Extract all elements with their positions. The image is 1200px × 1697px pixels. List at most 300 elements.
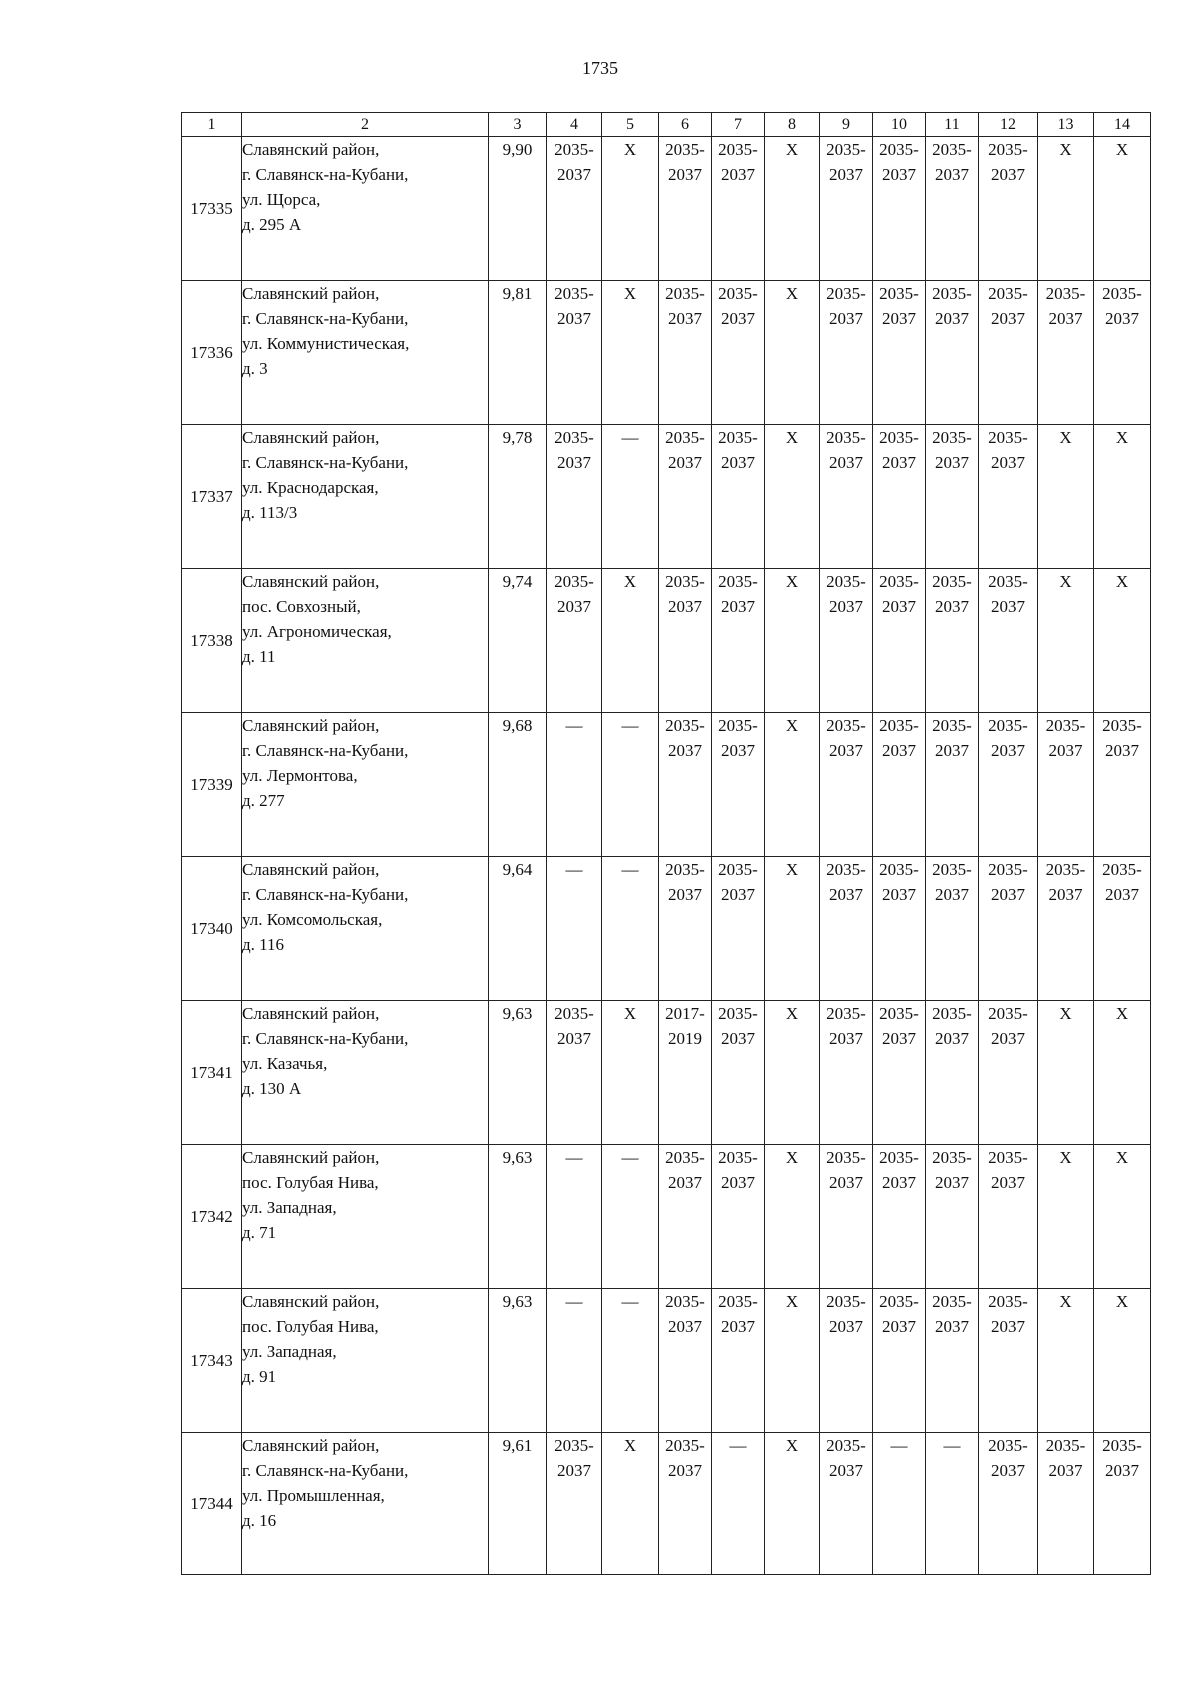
term-cell-col-9 [820,1001,873,1145]
term-text: 2037 [935,453,969,472]
term-text: 2035- [665,716,705,735]
term-text: 2037 [668,1317,702,1336]
column-header-13: 13 [1038,113,1094,137]
term-text: 2035- [665,140,705,159]
term-text: 2037 [882,1173,916,1192]
address-cell [242,425,489,569]
term-text: 2037 [668,885,702,904]
term-cell-col-5 [602,1289,659,1433]
term-text: 2035- [879,140,919,159]
term-cell-col-8 [765,1001,820,1145]
term-text: Х [1059,428,1072,447]
term-cell-col-8 [765,425,820,569]
term-text: Х [785,860,799,879]
address-line: г. Славянск-на-Кубани, [242,885,409,904]
term-text: 2035- [932,284,972,303]
term-cell-col-11 [926,1001,979,1145]
term-cell-col-6 [659,713,712,857]
term-text: 2035- [826,140,866,159]
address-line: г. Славянск-на-Кубани, [242,741,409,760]
term-cell-col-5 [602,1433,659,1575]
address-line: д. 71 [242,1223,277,1242]
address-line: ул. Комсомольская, [242,910,383,929]
term-cell-col-8 [765,1289,820,1433]
column-header-5: 5 [602,113,659,137]
term-text: 2035- [1045,860,1086,879]
term-text: 2037 [721,885,755,904]
term-cell-col-5 [602,569,659,713]
term-text: 2037 [721,1029,755,1048]
term-text: 2037 [557,1461,591,1480]
term-cell-col-14 [1094,425,1151,569]
term-text: 2035- [879,284,919,303]
address-line: д. 16 [242,1511,277,1530]
address-cell [242,1001,489,1145]
term-cell-col-6 [659,857,712,1001]
term-text: 2037 [991,597,1025,616]
table-row [182,425,1151,569]
rating-value: 9,61 [489,1433,547,1575]
term-text: 2037 [1105,741,1139,760]
address-line: Славянский район, [242,1148,380,1167]
term-cell-col-10 [873,713,926,857]
term-cell-col-10 [873,281,926,425]
term-cell-col-8 [765,569,820,713]
term-text: 2035- [879,1148,919,1167]
term-cell-col-4 [547,425,602,569]
table-row [182,857,1151,1001]
term-cell-col-4 [547,1001,602,1145]
term-cell-col-12 [979,1289,1038,1433]
term-text: 2037 [935,885,969,904]
rating-value: 9,68 [489,713,547,857]
term-text: 2037 [1048,885,1083,904]
term-cell-col-11 [926,281,979,425]
term-text: 2037 [557,165,591,184]
term-cell-col-4 [547,1145,602,1289]
term-text: — [565,860,583,879]
table-row [182,1001,1151,1145]
term-cell-col-13 [1038,1289,1094,1433]
rating-value: 9,63 [489,1001,547,1145]
page-number: 1735 [582,58,618,78]
term-cell-col-8 [765,137,820,281]
address-line: д. 113/3 [242,503,298,522]
term-cell-col-12 [979,1001,1038,1145]
term-cell-col-10 [873,857,926,1001]
term-text: 2037 [882,597,916,616]
term-text: 2037 [935,597,969,616]
term-text: Х [1115,1148,1129,1167]
term-text: 2035- [932,428,972,447]
term-text: 2035- [826,284,866,303]
term-text: 2035- [665,1292,705,1311]
term-text: 2037 [882,453,916,472]
term-text: 2037 [557,453,591,472]
address-line: д. 11 [242,647,276,666]
term-cell-col-6 [659,425,712,569]
term-text: 2035- [665,428,705,447]
term-cell-col-6 [659,1145,712,1289]
term-text: Х [785,572,799,591]
term-text: — [565,1148,583,1167]
address-line: ул. Краснодарская, [242,478,379,497]
term-text: Х [623,572,637,591]
term-text: 2035- [718,428,758,447]
term-cell-col-11 [926,713,979,857]
term-text: 2037 [557,309,591,328]
table-row [182,281,1151,425]
row-number: 17344 [182,1433,242,1575]
term-cell-col-5 [602,1001,659,1145]
term-text: Х [785,1004,799,1023]
term-text: 2035- [879,428,919,447]
term-cell-col-13 [1038,569,1094,713]
term-cell-col-14 [1094,569,1151,713]
term-text: 2037 [1105,1461,1139,1480]
term-cell-col-7 [712,1289,765,1433]
term-text: — [890,1436,908,1455]
address-line: пос. Голубая Нива, [242,1173,379,1192]
term-text: 2035- [1045,716,1086,735]
term-text: Х [1059,572,1072,591]
table-row [182,1289,1151,1433]
term-text: 2037 [882,165,916,184]
address-line: ул. Западная, [242,1198,337,1217]
term-cell-col-7 [712,569,765,713]
term-text: 2035- [665,572,705,591]
term-text: 2037 [991,1173,1025,1192]
term-cell-col-11 [926,1433,979,1575]
table-row [182,1145,1151,1289]
term-cell-col-9 [820,137,873,281]
term-text: Х [623,284,637,303]
column-header-6: 6 [659,113,712,137]
address-line: д. 130 А [242,1079,302,1098]
term-text: 2035- [826,572,866,591]
term-text: 2035- [932,860,972,879]
term-text: 2035- [988,428,1028,447]
term-text: 2019 [668,1029,702,1048]
term-cell-col-11 [926,1145,979,1289]
term-text: — [621,428,639,447]
term-text: 2035- [554,284,594,303]
column-header-8: 8 [765,113,820,137]
address-cell [242,857,489,1001]
term-cell-col-12 [979,281,1038,425]
term-text: 2035- [718,284,758,303]
address-cell [242,137,489,281]
term-cell-col-11 [926,857,979,1001]
term-text: Х [785,1436,799,1455]
term-text: 2037 [935,1029,969,1048]
term-text: 2035- [932,716,972,735]
term-text: 2035- [718,1292,758,1311]
term-text: 2035- [826,1148,866,1167]
term-text: 2037 [829,741,863,760]
term-text: 2037 [882,1317,916,1336]
term-cell-col-10 [873,425,926,569]
address-cell [242,1145,489,1289]
term-text: 2035- [879,716,919,735]
term-text: 2037 [935,309,969,328]
term-text: 2035- [826,1004,866,1023]
term-cell-col-8 [765,1145,820,1289]
term-cell-col-11 [926,425,979,569]
address-line: ул. Казачья, [242,1054,328,1073]
term-text: 2035- [879,1292,919,1311]
term-text: 2035- [1102,1436,1142,1455]
row-number: 17335 [182,137,242,281]
term-text: 2037 [829,165,863,184]
address-cell [242,281,489,425]
term-cell-col-10 [873,569,926,713]
term-text: 2037 [991,309,1025,328]
address-line: г. Славянск-на-Кубани, [242,1029,409,1048]
address-line: д. 116 [242,935,285,954]
term-text: — [565,716,583,735]
term-text: 2035- [988,1004,1028,1023]
term-text: 2035- [932,1004,972,1023]
term-cell-col-7 [712,281,765,425]
term-text: 2037 [829,1461,863,1480]
term-cell-col-4 [547,569,602,713]
term-text: — [621,860,639,879]
term-text: 2037 [1048,1461,1083,1480]
term-cell-col-9 [820,569,873,713]
term-text: 2035- [826,428,866,447]
term-cell-col-14 [1094,137,1151,281]
term-cell-col-10 [873,1289,926,1433]
term-text: 2037 [829,885,863,904]
term-text: 2035- [826,860,866,879]
term-text: 2035- [1102,860,1142,879]
term-text: 2035- [554,1436,594,1455]
address-line: пос. Совхозный, [242,597,361,616]
term-cell-col-9 [820,1289,873,1433]
term-text: 2037 [829,1029,863,1048]
term-text: 2035- [665,860,705,879]
term-text: 2035- [988,860,1028,879]
rating-value: 9,78 [489,425,547,569]
term-cell-col-14 [1094,1289,1151,1433]
column-header-3: 3 [489,113,547,137]
term-text: 2037 [721,1317,755,1336]
address-line: ул. Щорса, [242,190,321,209]
term-text: 2035- [718,1148,758,1167]
column-header-12: 12 [979,113,1038,137]
address-line: Славянский район, [242,428,380,447]
column-header-10: 10 [873,113,926,137]
address-line: д. 91 [242,1367,277,1386]
header-row [182,113,1151,137]
term-cell-col-13 [1038,1001,1094,1145]
column-header-7: 7 [712,113,765,137]
term-text: 2035- [932,1148,972,1167]
term-cell-col-11 [926,137,979,281]
term-cell-col-8 [765,857,820,1001]
rating-value: 9,64 [489,857,547,1001]
term-cell-col-7 [712,1433,765,1575]
table-row [182,1433,1151,1575]
term-text: Х [785,428,799,447]
term-cell-col-9 [820,281,873,425]
address-line: Славянский район, [242,1292,380,1311]
term-text: 2035- [554,1004,594,1023]
term-text: 2035- [988,1436,1028,1455]
term-text: — [565,1292,583,1311]
term-cell-col-6 [659,569,712,713]
row-number: 17336 [182,281,242,425]
term-cell-col-4 [547,857,602,1001]
term-text: 2035- [554,140,594,159]
term-text: Х [785,716,799,735]
term-cell-col-9 [820,425,873,569]
term-cell-col-10 [873,1433,926,1575]
row-number: 17337 [182,425,242,569]
term-text: 2037 [829,309,863,328]
term-text: 2037 [991,453,1025,472]
term-text: 2035- [718,860,758,879]
term-cell-col-12 [979,857,1038,1001]
term-text: 2037 [829,453,863,472]
term-text: 2037 [829,597,863,616]
address-line: Славянский район, [242,1436,380,1455]
term-text: 2037 [557,1029,591,1048]
address-line: пос. Голубая Нива, [242,1317,379,1336]
term-cell-col-7 [712,857,765,1001]
address-line: д. 295 А [242,215,302,234]
term-text: — [729,1436,747,1455]
term-cell-col-4 [547,137,602,281]
term-text: Х [1059,140,1072,159]
term-text: 2035- [718,140,758,159]
term-text: 2037 [882,309,916,328]
term-cell-col-7 [712,137,765,281]
address-cell [242,713,489,857]
term-cell-col-6 [659,137,712,281]
term-cell-col-6 [659,281,712,425]
address-line: Славянский район, [242,860,380,879]
term-cell-col-13 [1038,1433,1094,1575]
address-line: ул. Агрономическая, [242,622,392,641]
term-text: 2037 [935,165,969,184]
term-cell-col-7 [712,1145,765,1289]
term-cell-col-12 [979,137,1038,281]
row-number: 17338 [182,569,242,713]
table-header [182,113,1151,137]
term-cell-col-9 [820,1145,873,1289]
term-text: 2035- [718,572,758,591]
address-line: г. Славянск-на-Кубани, [242,1461,409,1480]
term-text: Х [785,140,799,159]
address-line: г. Славянск-на-Кубани, [242,453,409,472]
term-text: 2037 [557,597,591,616]
term-text: 2037 [668,453,702,472]
row-number: 17342 [182,1145,242,1289]
term-text: Х [1115,1292,1129,1311]
term-cell-col-8 [765,1433,820,1575]
term-text: 2037 [991,885,1025,904]
term-text: — [621,716,639,735]
term-text: 2037 [991,165,1025,184]
term-text: 2017- [665,1004,705,1023]
column-header-2: 2 [242,113,489,137]
term-text: 2035- [932,1292,972,1311]
column-header-4: 4 [547,113,602,137]
table-row [182,569,1151,713]
term-text: 2035- [932,140,972,159]
address-line: Славянский район, [242,572,380,591]
term-cell-col-13 [1038,281,1094,425]
term-cell-col-9 [820,857,873,1001]
term-text: — [621,1292,639,1311]
term-cell-col-5 [602,857,659,1001]
term-text: 2037 [721,309,755,328]
row-number: 17343 [182,1289,242,1433]
term-text: Х [785,1148,799,1167]
term-cell-col-13 [1038,857,1094,1001]
term-text: 2037 [721,597,755,616]
term-text: 2035- [718,1004,758,1023]
term-text: 2037 [668,741,702,760]
term-cell-col-14 [1094,1001,1151,1145]
term-cell-col-12 [979,1145,1038,1289]
address-cell [242,569,489,713]
term-text: 2035- [879,1004,919,1023]
term-text: 2035- [554,428,594,447]
term-text: 2035- [665,284,705,303]
term-cell-col-5 [602,281,659,425]
term-text: 2035- [554,572,594,591]
term-text: 2035- [988,284,1028,303]
rating-value: 9,63 [489,1289,547,1433]
term-text: — [621,1148,639,1167]
term-text: 2037 [721,165,755,184]
term-text: 2037 [668,165,702,184]
term-text: 2035- [988,1292,1028,1311]
term-text: 2035- [932,572,972,591]
term-text: 2035- [1102,716,1142,735]
term-cell-col-14 [1094,281,1151,425]
column-header-9: 9 [820,113,873,137]
address-line: д. 3 [242,359,268,378]
term-text: 2035- [879,860,919,879]
address-cell [242,1433,489,1575]
term-cell-col-11 [926,569,979,713]
term-text: 2037 [935,1317,969,1336]
term-text: Х [1115,428,1129,447]
term-text: 2035- [826,716,866,735]
term-text: 2037 [882,741,916,760]
term-text: 2037 [991,741,1025,760]
term-text: 2035- [988,716,1028,735]
address-line: Славянский район, [242,716,380,735]
address-cell [242,1289,489,1433]
term-cell-col-13 [1038,137,1094,281]
address-line: г. Славянск-на-Кубани, [242,309,409,328]
term-text: Х [1059,1292,1072,1311]
term-cell-col-4 [547,281,602,425]
register-table [181,112,1151,1575]
address-line: г. Славянск-на-Кубани, [242,165,409,184]
address-line: ул. Коммунистическая, [242,334,410,353]
term-text: 2037 [721,453,755,472]
term-text: 2035- [665,1148,705,1167]
address-line: д. 277 [242,791,285,810]
rating-value: 9,81 [489,281,547,425]
term-cell-col-5 [602,425,659,569]
